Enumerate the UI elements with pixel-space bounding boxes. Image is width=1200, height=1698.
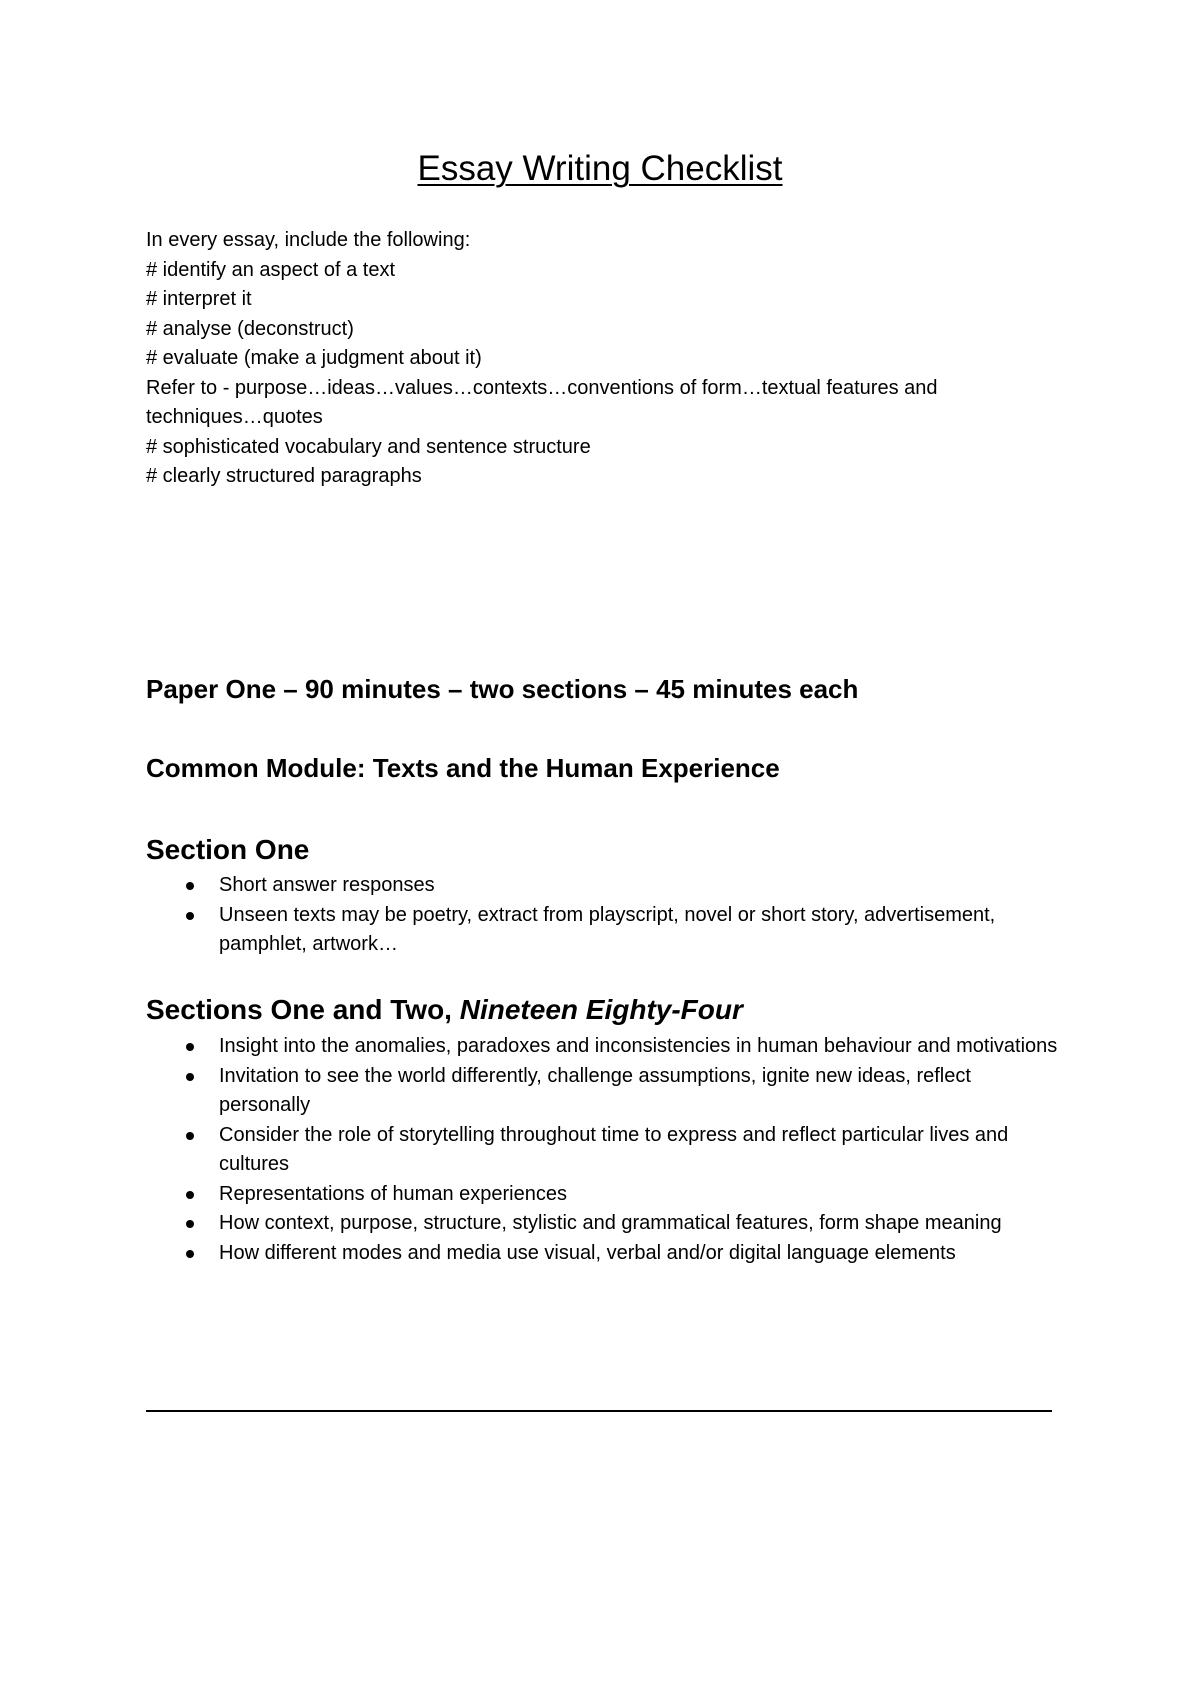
sections-heading-prefix: Sections One and Two, (146, 994, 452, 1025)
list-item-text: Unseen texts may be poetry, extract from playscript, novel or short story, advertisement, pamphlet, artwork… (219, 903, 996, 955)
bullet-icon (186, 1250, 194, 1258)
bullet-icon (186, 1043, 194, 1051)
paper-heading: Paper One – 90 minutes – two sections – 45 minutes each (146, 674, 859, 704)
list-item-text: Short answer responses (219, 874, 435, 896)
list-item-text: Insight into the anomalies, paradoxes and inconsistencies in human behaviour and motivations (219, 1035, 1058, 1057)
list-item (146, 1180, 1066, 1210)
section-one-list (146, 871, 1066, 960)
checklist-line: # evaluate (make a judgment about it) (146, 347, 482, 369)
list-item-text: How context, purpose, structure, stylistic and grammatical features, form shape meaning (219, 1212, 1002, 1234)
list-item (146, 1239, 1066, 1269)
intro-checklist (146, 226, 1046, 492)
checklist-line: # sophisticated vocabulary and sentence structure (146, 435, 591, 458)
text-title: Nineteen Eighty-Four (459, 994, 743, 1025)
bullet-icon (186, 1132, 194, 1140)
section-one-heading: Section One (146, 834, 310, 865)
module-heading: Common Module: Texts and the Human Experience (146, 753, 780, 783)
checklist-line: # analyse (deconstruct) (146, 317, 354, 340)
refer-to-line: Refer to - purpose…ideas…values…contexts…conventions of form…textual features and techniques…quotes (146, 376, 938, 428)
document-title-text: Essay Writing Checklist (417, 149, 783, 188)
list-item (146, 1032, 1066, 1062)
horizontal-rule (146, 1410, 1052, 1412)
sections-one-two-heading (146, 992, 743, 1028)
list-item-text: How different modes and media use visual, verbal and/or digital language elements (219, 1241, 956, 1264)
list-item-text: Consider the role of storytelling throughout time to express and reflect particular lives and cultures (219, 1123, 1009, 1175)
checklist-line: # clearly structured paragraphs (146, 465, 422, 487)
bullet-icon (186, 1073, 194, 1081)
bullet-icon (186, 1220, 194, 1228)
list-item (146, 901, 1066, 960)
list-item (146, 871, 1066, 901)
bullet-icon (186, 912, 194, 920)
list-item (146, 1209, 1066, 1239)
list-item (146, 1121, 1066, 1180)
sections-one-two-list (146, 1032, 1066, 1268)
intro-lead: In every essay, include the following: (146, 229, 471, 251)
document-title (0, 148, 1200, 190)
list-item-text: Invitation to see the world differently, challenge assumptions, ignite new ideas, reflect personally (219, 1064, 971, 1116)
list-item (146, 1062, 1066, 1121)
bullet-icon (186, 1191, 194, 1199)
bullet-icon (186, 882, 194, 890)
checklist-line: # identify an aspect of a text (146, 258, 396, 281)
checklist-line: # interpret it (146, 288, 252, 310)
list-item-text: Representations of human experiences (219, 1182, 567, 1205)
